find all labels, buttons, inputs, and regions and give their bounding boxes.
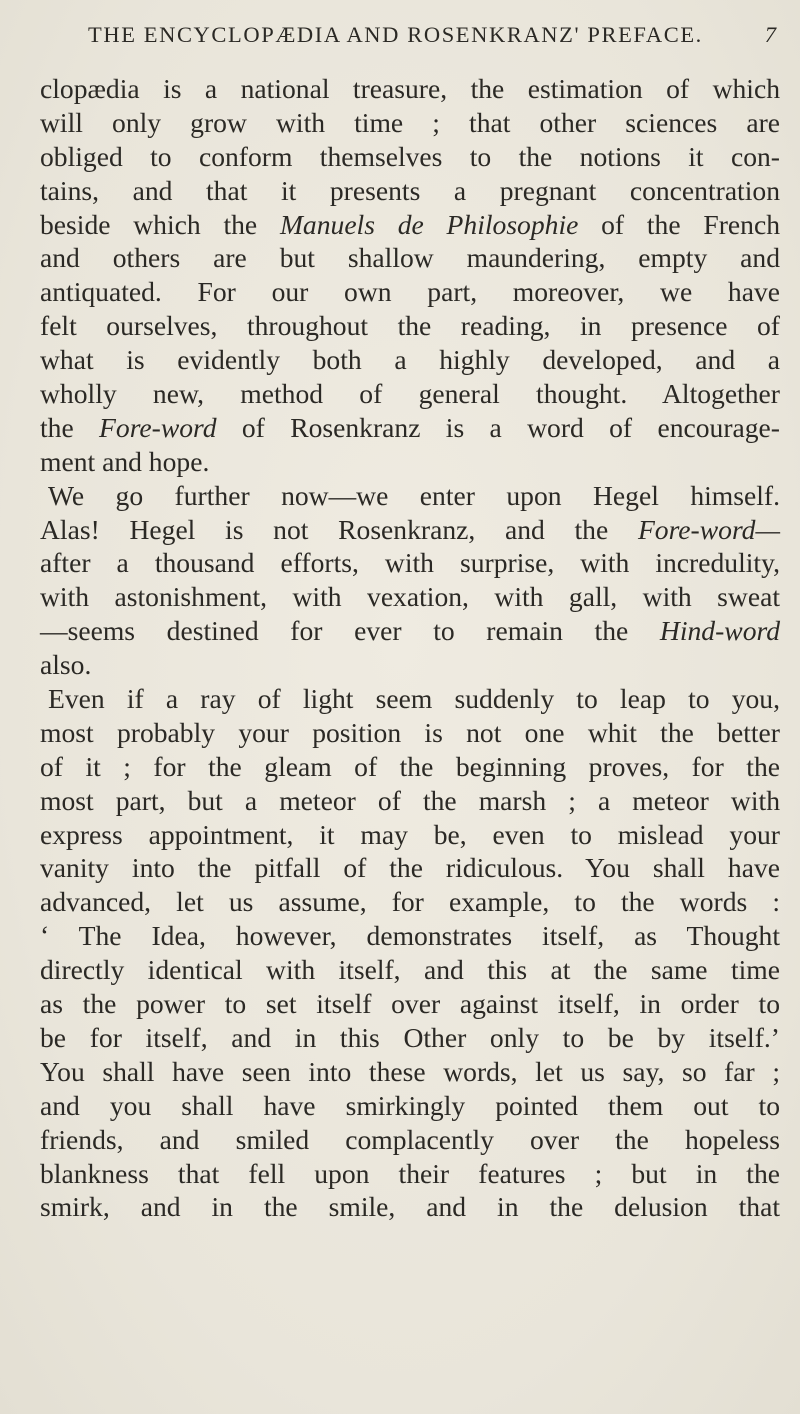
text-line: of it ; for the gleam of the beginning proves, for the xyxy=(40,750,780,782)
text-line: ment and hope. xyxy=(40,445,210,477)
text-line: felt ourselves, throughout the reading, in presence of xyxy=(40,310,780,342)
text-line: will only grow with time ; that other sciences are xyxy=(40,106,780,138)
italic-term: Hind-word xyxy=(659,615,780,647)
text-line: obliged to conform themselves to the notions it con- xyxy=(40,140,780,172)
page-number: 7 xyxy=(764,22,776,47)
text-line: the Fore-word of Rosenkranz is a word of encourage- xyxy=(40,411,780,443)
text-line: friends, and smiled complacently over the hopeless xyxy=(40,1123,780,1155)
text-line: be for itself, and in this Other only to be by itself.’ xyxy=(40,1021,780,1053)
text-line: You shall have seen into these words, let us say, so far ; xyxy=(40,1055,780,1087)
text-line: what is evidently both a highly developed, and a xyxy=(40,344,780,376)
text-line: vanity into the pitfall of the ridiculous. You shall have xyxy=(40,852,780,884)
text-line: Even if a ray of light seem suddenly to leap to you, xyxy=(48,683,780,715)
running-title: THE ENCYCLOPÆDIA AND ROSENKRANZ' PREFACE. xyxy=(88,22,703,47)
text-line: with astonishment, with vexation, with gall, with sweat xyxy=(40,581,780,613)
text-line: express appointment, it may be, even to mislead your xyxy=(40,818,780,850)
italic-term: Fore-word— xyxy=(637,513,780,545)
text-line: smirk, and in the smile, and in the delusion that xyxy=(40,1191,780,1223)
text-line: ‘ The Idea, however, demonstrates itself, as Thought xyxy=(40,920,780,952)
italic-term: Fore-word xyxy=(99,411,217,443)
text-line: antiquated. For our own part, moreover, we have xyxy=(40,276,780,308)
text-line: clopædia is a national treasure, the estimation of which xyxy=(40,73,780,104)
text-line: wholly new, method of general thought. Altogether xyxy=(40,378,780,410)
body-text xyxy=(40,72,780,1224)
text-line: and others are but shallow maundering, empty and xyxy=(40,242,780,274)
text-line: tains, and that it presents a pregnant concentration xyxy=(40,174,780,206)
text-line: most part, but a meteor of the marsh ; a meteor with xyxy=(40,784,780,816)
text-line: Alas! Hegel is not Rosenkranz, and the Fore-word— xyxy=(40,513,780,545)
text-line: blankness that fell upon their features ; but in the xyxy=(40,1157,780,1189)
running-head xyxy=(88,22,776,56)
text-line: directly identical with itself, and this at the same time xyxy=(40,954,780,986)
text-line: after a thousand efforts, with surprise, with incredulity, xyxy=(40,547,780,579)
text-line: We go further now—we enter upon Hegel himself. xyxy=(48,479,780,511)
text-line: as the power to set itself over against itself, in order to xyxy=(40,988,780,1020)
text-line: —seems destined for ever to remain the Hind-word xyxy=(40,615,780,647)
text-line: and you shall have smirkingly pointed them out to xyxy=(40,1089,780,1121)
italic-title: Manuels de Philosophie xyxy=(279,208,579,240)
text-line: beside which the Manuels de Philosophie of the French xyxy=(40,208,780,240)
text-line: also. xyxy=(40,649,92,681)
text-line: advanced, let us assume, for example, to the words : xyxy=(40,886,780,918)
text-line: most probably your position is not one whit the better xyxy=(40,716,780,748)
